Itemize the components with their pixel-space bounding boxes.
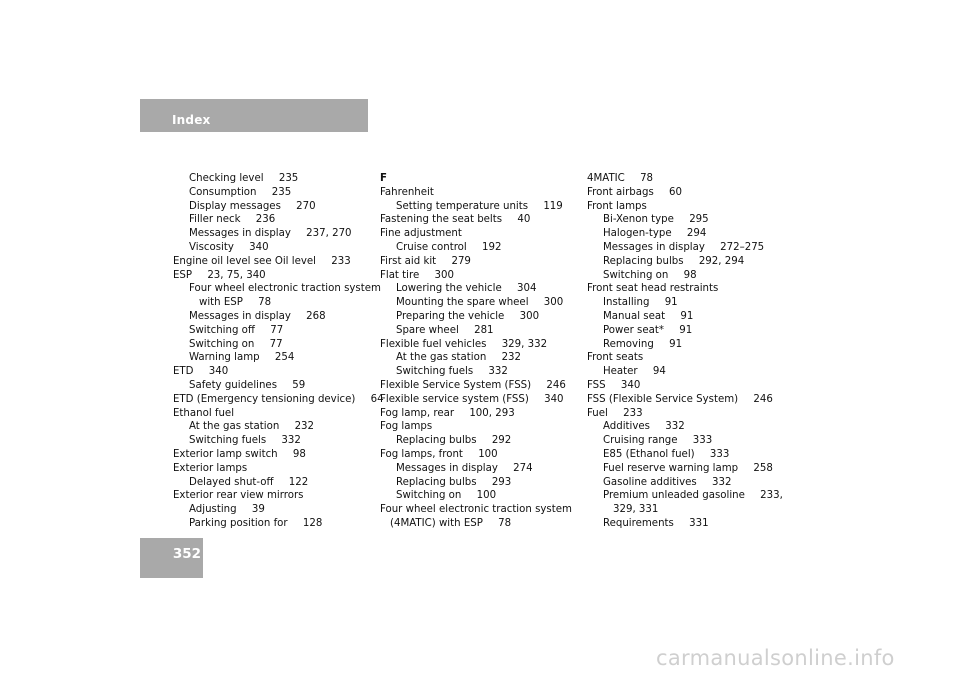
index-entry: Ethanol fuel [173,407,235,419]
index-entry: Installing 91 [603,297,678,309]
index-entry: Setting temperature units 119 [396,200,563,212]
index-entry: Switching off 77 [189,324,284,336]
index-entry: Front airbags 60 [587,186,682,198]
index-entry: Flexible service system (FSS) 340 [380,393,564,405]
index-entry: Warning lamp 254 [189,352,295,364]
index-entry: Cruise control 192 [396,241,502,253]
index-entry: Front lamps [587,200,647,212]
index-entry: Premium unleaded gasoline 233, [603,490,783,502]
index-entry: Flat tire 300 [380,269,454,281]
index-entry: Viscosity 340 [189,241,269,253]
index-entry: Adjusting 39 [189,504,265,516]
index-entry: Replacing bulbs 293 [396,476,512,488]
index-entry: Parking position for 128 [189,517,323,529]
index-entry: Replacing bulbs 292 [396,435,512,447]
index-entry: Exterior rear view mirrors [173,490,304,502]
index-entry: Heater 94 [603,366,666,378]
index-entry: Spare wheel 281 [396,324,494,336]
watermark: carmanualsonline.info [656,646,895,670]
index-entry: Display messages 270 [189,200,316,212]
index-entry: Consumption 235 [189,186,292,198]
index-entry: Fog lamps [380,421,433,433]
index-entry: Messages in display 272–275 [603,241,765,253]
index-entry: Fuel 233 [587,407,643,419]
index-entry: Switching on 100 [396,490,497,502]
index-entry: Flexible Service System (FSS) 246 [380,379,566,391]
index-entry: Additives 332 [603,421,685,433]
index-entry: Messages in display 268 [189,310,326,322]
index-entry: Preparing the vehicle 300 [396,310,540,322]
index-entry: Manual seat 91 [603,310,694,322]
index-entry: with ESP 78 [199,297,272,309]
index-entry: Exterior lamps [173,462,248,474]
index-entry: Flexible fuel vehicles 329, 332 [380,338,548,350]
index-entry: Power seat* 91 [603,324,693,336]
index-entry: 329, 331 [613,504,659,516]
index-entry: First aid kit 279 [380,255,471,267]
index-entry: Replacing bulbs 292, 294 [603,255,745,267]
index-entry: Fog lamp, rear 100, 293 [380,407,515,419]
index-entry: Safety guidelines 59 [189,379,306,391]
index-entry: Halogen-type 294 [603,228,707,240]
index-entry: Four wheel electronic traction system [380,504,572,516]
index-entry: (4MATIC) with ESP 78 [390,517,512,529]
index-entry: Switching on 98 [603,269,697,281]
index-entry: Switching on 77 [189,338,283,350]
page-title: Index [172,113,211,127]
index-entry: Switching fuels 332 [189,435,301,447]
index-entry: Bi-Xenon type 295 [603,214,709,226]
index-entry: Fuel reserve warning lamp 258 [603,462,773,474]
index-entry: At the gas station 232 [189,421,315,433]
index-entry: Lowering the vehicle 304 [396,283,537,295]
index-entry: Engine oil level see Oil level 233 [173,255,351,267]
index-entry: Removing 91 [603,338,683,350]
index-entry: Mounting the spare wheel 300 [396,297,564,309]
index-entry: Requirements 331 [603,517,709,529]
index-entry: Fog lamps, front 100 [380,448,498,460]
index-entry: ETD (Emergency tensioning device) 64 [173,393,384,405]
index-column-1 [173,172,384,531]
index-entry: At the gas station 232 [396,352,522,364]
index-entry: FSS 340 [587,379,641,391]
index-entry: Fine adjustment [380,228,462,240]
index-entry: Messages in display 237, 270 [189,228,352,240]
index-entry: Gasoline additives 332 [603,476,732,488]
index-entry: Checking level 235 [189,173,299,184]
index-entry: Messages in display 274 [396,462,533,474]
index-entry: Four wheel electronic traction system [189,283,381,295]
index-entry: Delayed shut-off 122 [189,476,309,488]
page-number: 352 [172,546,201,562]
index-entry: ESP 23, 75, 340 [173,269,266,281]
index-entry: Exterior lamp switch 98 [173,448,306,460]
index-entry: Fastening the seat belts 40 [380,214,531,226]
index-column-2 [380,172,572,531]
index-entry: Switching fuels 332 [396,366,508,378]
index-entry: 4MATIC 78 [587,173,654,184]
index-entry: E85 (Ethanol fuel) 333 [603,448,730,460]
index-entry: Cruising range 333 [603,435,713,447]
index-entry: FSS (Flexible Service System) 246 [587,393,773,405]
index-entry: Front seats [587,352,644,364]
index-entry: Fahrenheit [380,186,434,198]
index-entry: Front seat head restraints [587,283,719,295]
index-entry: ETD 340 [173,366,229,378]
index-entry: Filler neck 236 [189,214,276,226]
index-column-3 [587,172,783,531]
index-letter-heading: F [380,173,387,184]
